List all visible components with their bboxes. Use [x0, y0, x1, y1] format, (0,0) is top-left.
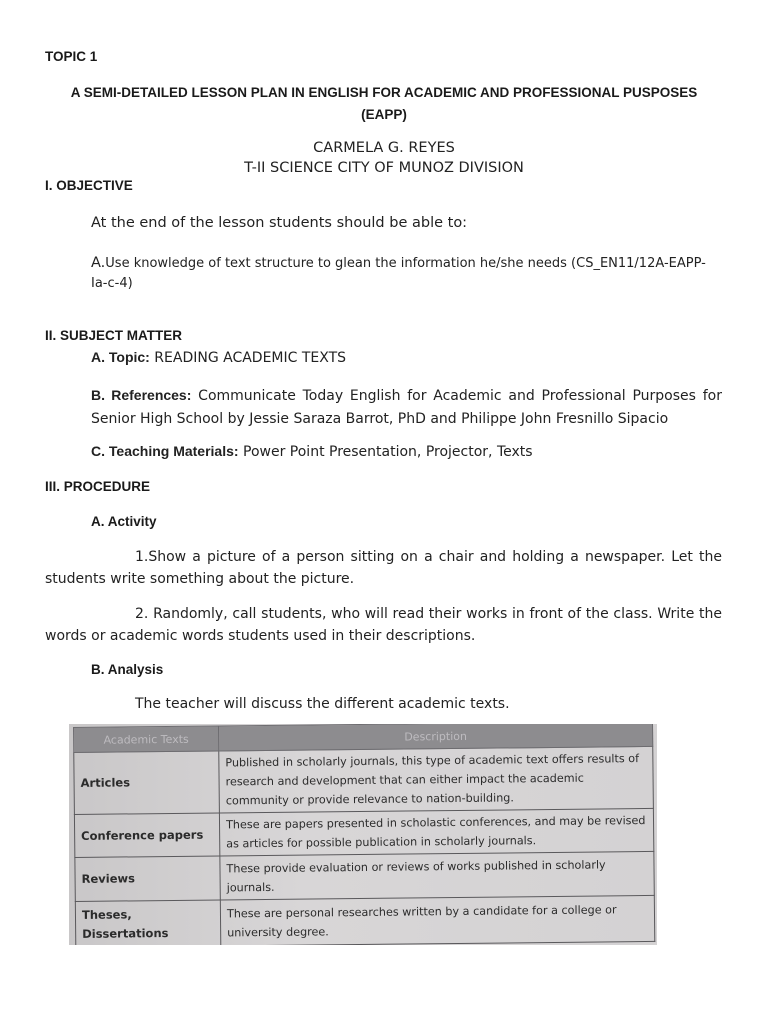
references-paragraph — [91, 384, 722, 431]
activity-item-2: 2. Randomly, call students, who will read their works in front of the class. Write the words or academic words students used in their descriptions. — [45, 606, 722, 644]
topic-line — [91, 349, 346, 366]
procedure-heading: III. PROCEDURE — [45, 479, 151, 494]
teaching-materials-line — [91, 443, 533, 460]
teaching-materials-label: C. Teaching Materials: — [91, 443, 239, 459]
author-position: T-II SCIENCE CITY OF MUNOZ DIVISION — [244, 160, 524, 176]
table-cell-type: Conference papers — [74, 813, 219, 858]
table-cell-description: Published in scholarly journals, this type of academic text offers results of research and development that can either impact the academic community or provide relevance to nation-building. — [219, 746, 654, 813]
topic-label: TOPIC 1 — [45, 49, 98, 64]
table-row — [75, 895, 654, 945]
table-cell-description: These provide evaluation or reviews of works published in scholarly journals. — [220, 851, 654, 900]
teaching-materials-value: Power Point Presentation, Projector, Texts — [238, 444, 533, 460]
objective-heading: I. OBJECTIVE — [45, 178, 133, 193]
table-cell-type: Reviews — [75, 856, 220, 902]
document-title: A SEMI-DETAILED LESSON PLAN IN ENGLISH FOR ACADEMIC AND PROFESSIONAL PUSPOSES (EAPP) — [70, 85, 698, 122]
author-block — [184, 138, 584, 178]
table-header-description: Description — [218, 724, 652, 751]
analysis-text: The teacher will discuss the different academic texts. — [135, 696, 510, 712]
table-cell-description: These are personal researches written by a candidate for a college or university degree. — [220, 895, 654, 945]
objective-intro: At the end of the lesson students should be able to: — [91, 215, 468, 231]
topic-line-value: READING ACADEMIC TEXTS — [149, 350, 347, 366]
table-row — [74, 746, 654, 814]
topic-line-label: A. Topic: — [91, 349, 150, 365]
activity-heading: A. Activity — [91, 514, 157, 529]
analysis-heading: B. Analysis — [91, 662, 164, 677]
table-cell-type: Theses, Dissertations — [75, 900, 220, 945]
author-name: CARMELA G. REYES — [313, 140, 455, 156]
subject-matter-heading: II. SUBJECT MATTER — [45, 328, 183, 343]
objective-item-letter: A. — [91, 255, 106, 271]
table-cell-type: Articles — [74, 751, 220, 815]
table-row — [75, 851, 654, 901]
activity-item-1: 1.Show a picture of a person sitting on a chair and holding a newspaper. Let the students write something about the picture. — [45, 549, 722, 587]
references-label: B. References: — [91, 387, 192, 403]
references-value: Communicate Today English for Academic and Professional Purposes for Senior High School by Jessie Saraza Barrot, PhD and Philippe John Fresnillo Sipacio — [91, 388, 722, 427]
table-row — [74, 808, 653, 857]
table-header-academic-texts: Academic Texts — [74, 726, 219, 753]
academic-texts-table — [73, 724, 655, 945]
academic-texts-table-photo — [69, 724, 657, 945]
objective-item — [91, 253, 721, 294]
table-cell-description: These are papers presented in scholastic conferences, and may be revised as articles for possible publication in scholarly journals. — [219, 808, 653, 856]
objective-item-text: Use knowledge of text structure to glean the information he/she needs (CS_EN11/12A-EAPP-Ia-c-4) — [91, 256, 706, 291]
